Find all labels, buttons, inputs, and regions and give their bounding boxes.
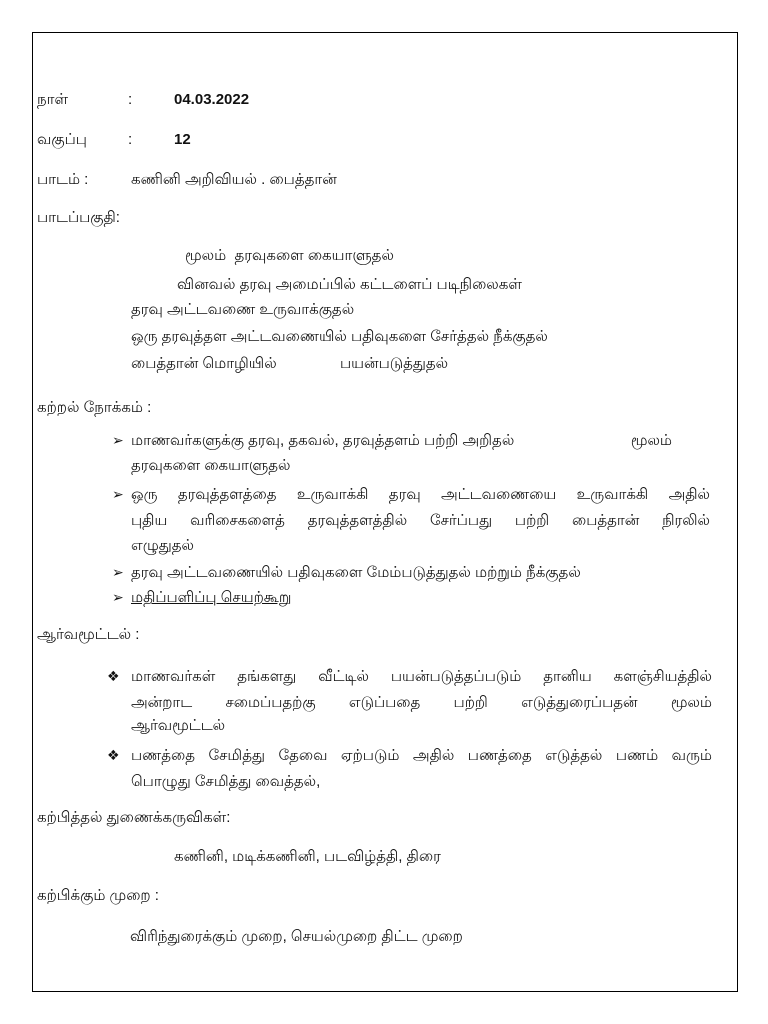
teaching-aids-label: கற்பித்தல் துணைக்கருவிகள்: [37, 809, 231, 826]
arrowhead-bullet-icon: ➢ [112, 565, 124, 581]
objective-item [112, 484, 710, 557]
class-row [0, 129, 768, 151]
subject-row [0, 169, 768, 191]
objectives-label: கற்றல் நோக்கம் : [37, 399, 152, 416]
motivation-item [107, 666, 712, 737]
date-row [0, 89, 768, 111]
motivation-line: பணத்தை சேமித்து தேவை ஏற்படும் அதில் பணத்தை எடுத்தல் பணம் வரும் [131, 747, 712, 764]
motivation-item [107, 745, 712, 793]
objective-line: தரவுகளை கையாளுதல் [131, 457, 291, 474]
objective-line [131, 430, 710, 452]
objective-item [112, 562, 710, 584]
topic-item-part2: பயன்படுத்துதல் [340, 355, 449, 372]
objective-item [112, 430, 710, 477]
diamond-bullet-icon: ❖ [107, 748, 120, 764]
topic-item: மூலம் தரவுகளை கையாளுதல் [185, 247, 394, 264]
date-label: நாள் [37, 91, 68, 108]
arrowhead-bullet-icon: ➢ [112, 433, 124, 449]
arrowhead-bullet-icon: ➢ [112, 487, 124, 503]
arrowhead-bullet-icon: ➢ [112, 590, 124, 606]
objective-line: தரவு அட்டவணையில் பதிவுகளை மேம்படுத்துதல் மற்றும் நீக்குதல் [131, 564, 581, 581]
diamond-bullet-icon: ❖ [107, 669, 120, 685]
class-label: வகுப்பு [37, 131, 87, 148]
teaching-aids-value: கணினி, மடிக்கணினி, படவிழ்த்தி, திரை [174, 848, 441, 865]
objective-line-underlined: மதிப்பளிப்பு செயற்கூறு [131, 589, 292, 606]
motivation-line: ஆர்வமூட்டல் [131, 717, 226, 734]
teaching-method-label: கற்பிக்கும் முறை : [37, 887, 159, 904]
date-separator: : [128, 91, 133, 108]
motivation-line: பொழுது சேமித்து வைத்தல், [131, 773, 321, 790]
topic-item-part1: பைத்தான் மொழியில் [131, 355, 277, 372]
objective-line: புதிய வரிசைகளைத் தரவுத்தளத்தில் சேர்ப்பது பற்றி பைத்தான் நிரலில் [131, 512, 710, 529]
objective-line: ஒரு தரவுத்தளத்தை உருவாக்கி தரவு அட்டவணையை உருவாக்கி அதில் [131, 486, 710, 503]
objective-line-end: மூலம் [630, 432, 672, 449]
objective-line: எழுதுதல் [131, 537, 194, 554]
class-value: 12 [174, 131, 191, 148]
subject-label: பாடம் : [37, 171, 89, 188]
motivation-line: அன்றாட சமைப்பதற்கு எடுப்பதை பற்றி எடுத்துரைப்பதன் மூலம் [131, 694, 712, 711]
topics-label: பாடப்பகுதி: [37, 209, 120, 226]
topic-item-split [131, 353, 768, 375]
topic-item: தரவு அட்டவணை உருவாக்குதல் [131, 301, 355, 318]
teaching-method-value: விரிந்துரைக்கும் முறை, செயல்முறை திட்ட முறை [130, 928, 463, 945]
motivation-label: ஆர்வமூட்டல் : [37, 626, 140, 643]
topic-item: ஒரு தரவுத்தள அட்டவணையில் பதிவுகளை சேர்த்தல் நீக்குதல் [131, 328, 548, 345]
class-separator: : [128, 131, 133, 148]
motivation-line: மாணவர்கள் தங்களது வீட்டில் பயன்படுத்தப்படும் தானிய களஞ்சியத்தில் [131, 668, 712, 685]
subject-value: கணினி அறிவியல் . பைத்தான் [131, 171, 337, 188]
topic-item: வினவல் தரவு அமைப்பில் கட்டளைப் படிநிலைகள் [177, 276, 522, 293]
objective-item [112, 587, 710, 609]
date-value: 04.03.2022 [174, 91, 250, 108]
objective-line-main: மாணவர்களுக்கு தரவு, தகவல், தரவுத்தளம் பற்றி அறிதல் [131, 432, 515, 449]
